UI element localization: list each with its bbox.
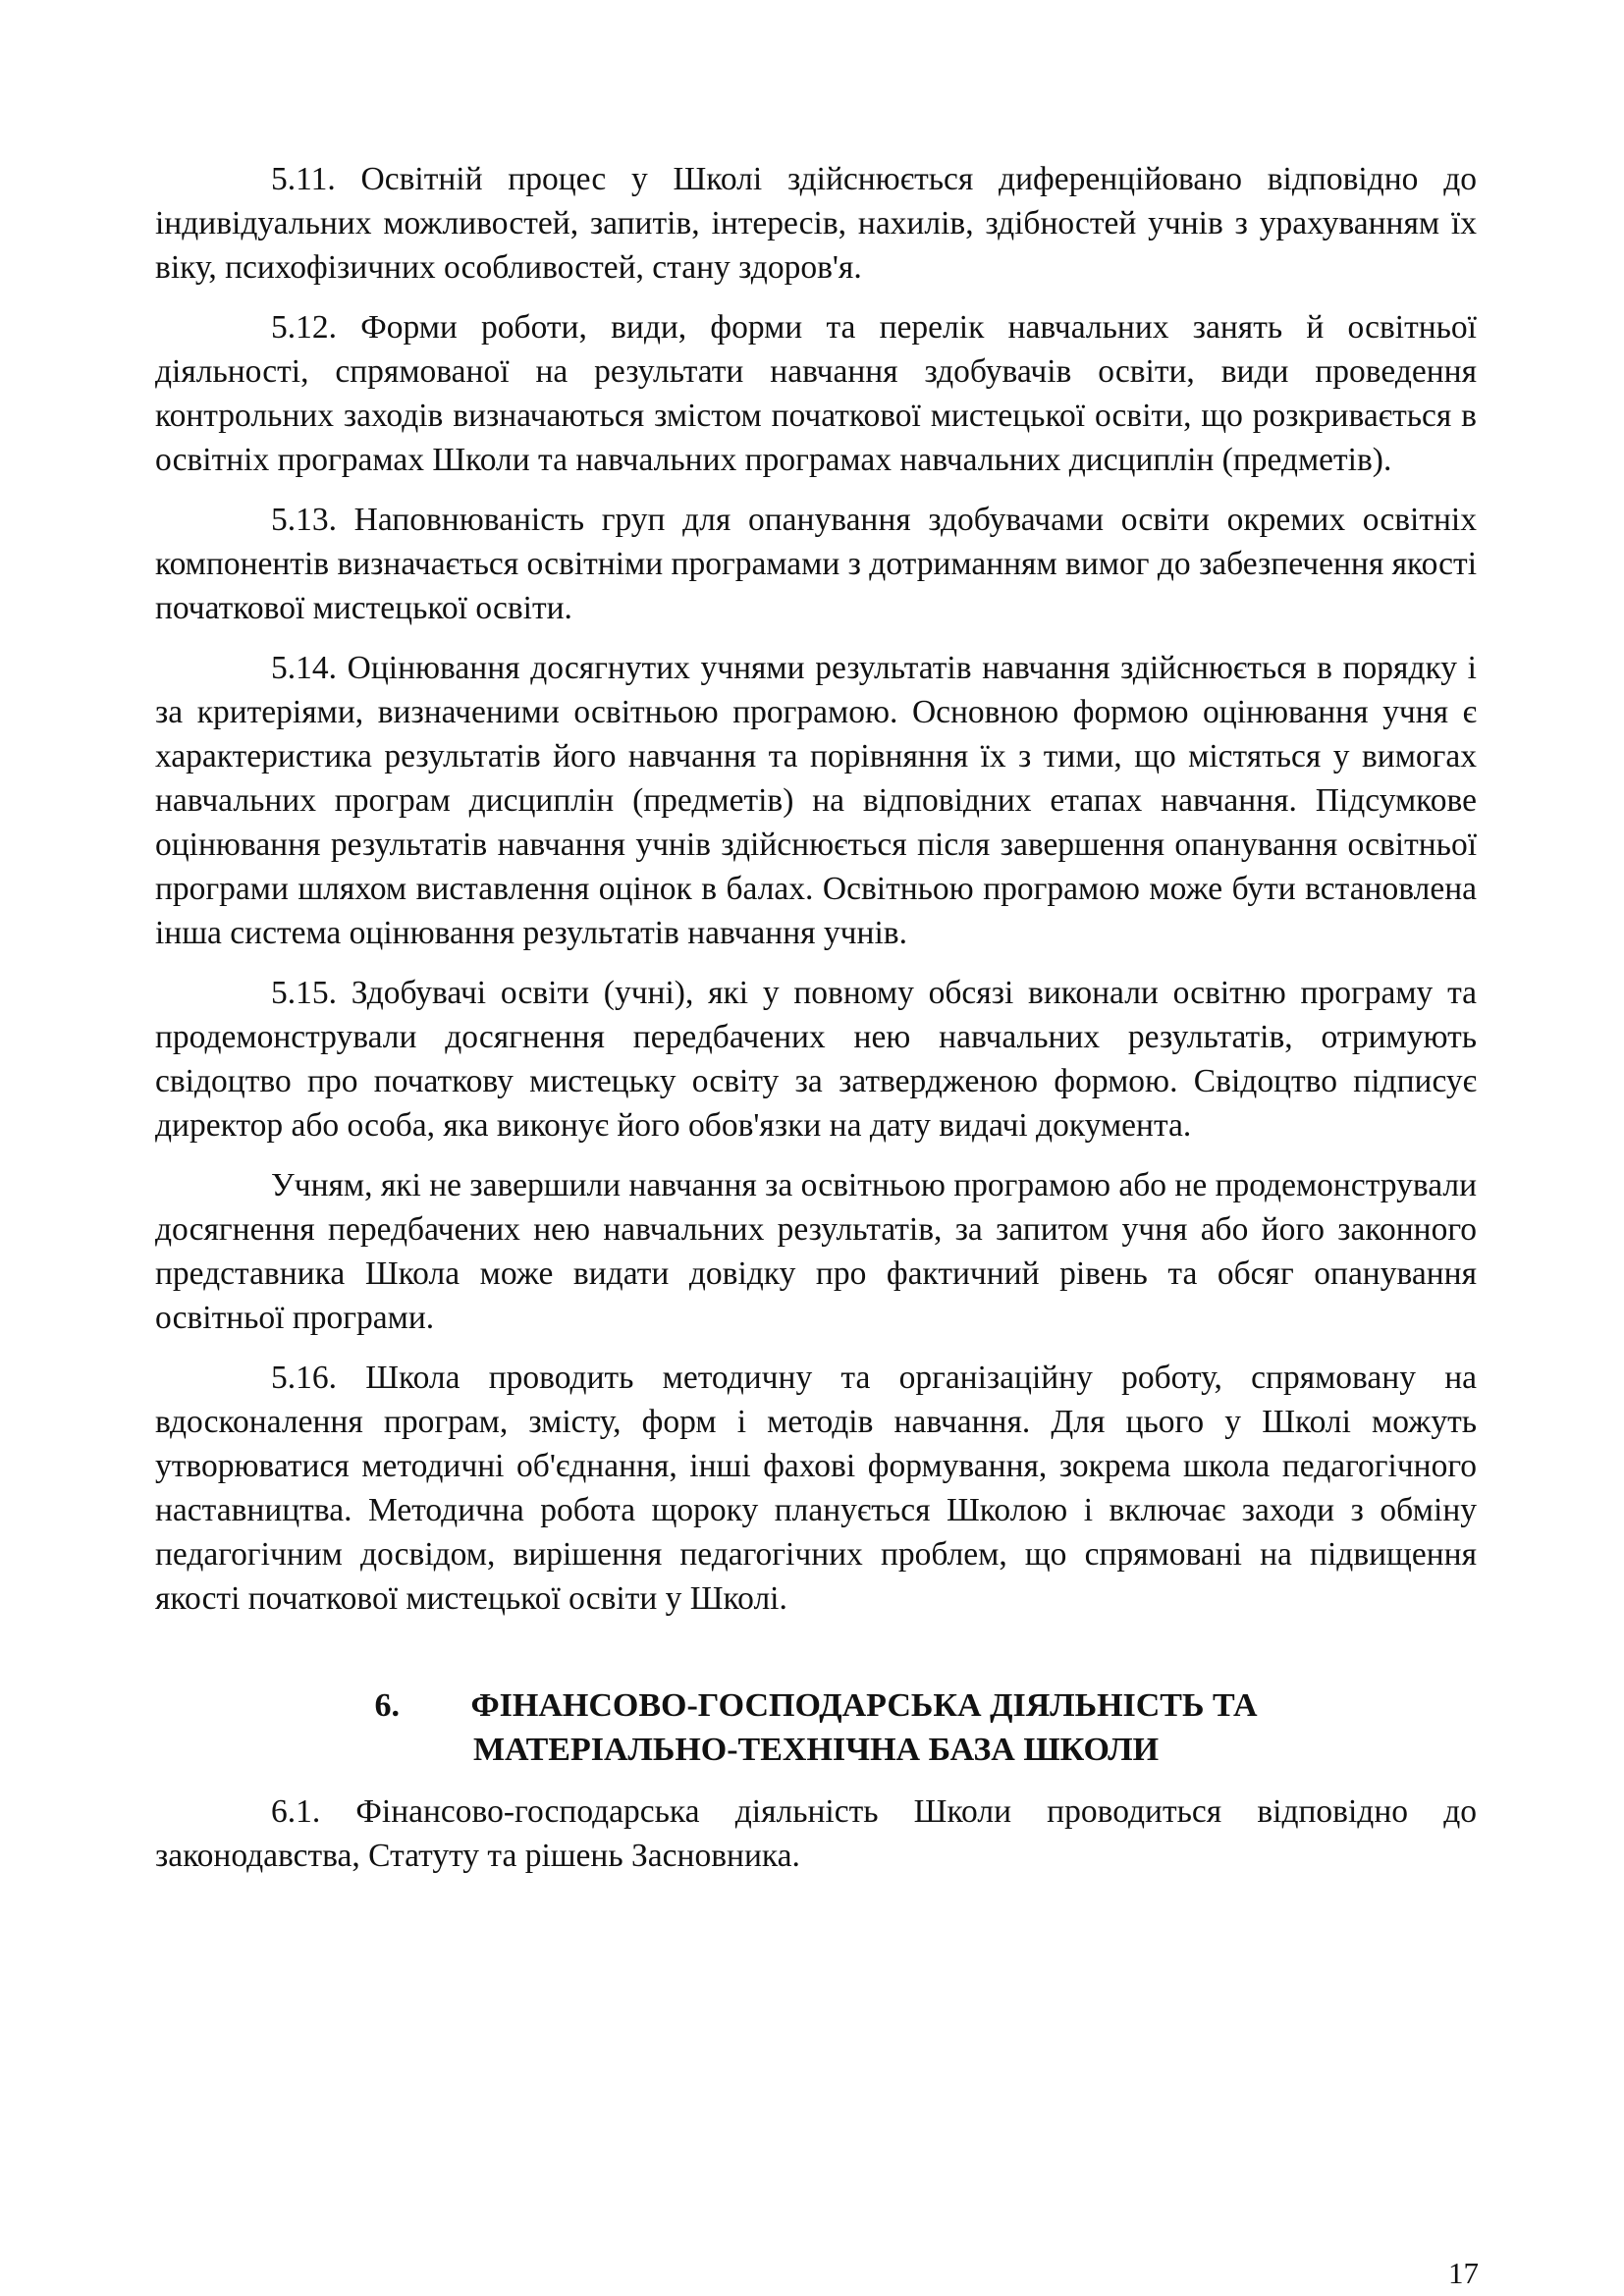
paragraph-5-11: 5.11. Освітній процес у Школі здійснюється диференційовано відповідно до індивідуальних можливостей, запитів, інтересів, нахилів, здібностей учнів з урахуванням їх віку, психофізичних особливостей, стану здоров'я. (155, 161, 1477, 286)
paragraph-5-15: 5.15. Здобувачі освіти (учні), які у повному обсязі виконали освітню програму та продемонстрували досягнення передбачених нею навчальних результатів, отримують свідоцтво про початкову мистецьку освіту за затвердженою формою. Свідоцтво підписує директор або особа, яка виконує його обов'язки на дату видачі документа. (155, 975, 1477, 1144)
section-number: 6. (374, 1687, 400, 1724)
paragraph-5-13: 5.13. Наповнюваність груп для опанування здобувачами освіти окремих освітніх компонентів визначається освітніми програмами з дотриманням вимог до забезпечення якості початкової мистецької освіти. (155, 502, 1477, 626)
section-title-line-1: ФІНАНСОВО-ГОСПОДАРСЬКА ДІЯЛЬНІСТЬ ТА (470, 1687, 1258, 1724)
paragraph-5-12: 5.12. Форми роботи, види, форми та перелік навчальних занять й освітньої діяльності, спрямованої на результати навчання здобувачів освіти, види проведення контрольних заходів визначаються змістом початкової мистецької освіти, що розкривається в освітніх програмах Школи та навчальних програмах навчальних дисциплін (предметів). (155, 309, 1477, 478)
page-number: 17 (1448, 2256, 1479, 2290)
paragraph-5-16: 5.16. Школа проводить методичну та організаційну роботу, спрямовану на вдосконалення програм, змісту, форм і методів навчання. Для цього у Школі можуть утворюватися методичні об'єднання, інші фахові формування, зокрема школа педагогічного наставництва. Методична робота щороку планується Школою і включає заходи з обміну педагогічним досвідом, вирішення педагогічних проблем, що спрямовані на підвищення якості початкової мистецької освіти у Школі. (155, 1360, 1477, 1617)
paragraph-6-1: 6.1. Фінансово-господарська діяльність Школи проводиться відповідно до законодавства, Статуту та рішень Засновника. (155, 1793, 1477, 1874)
paragraph-students-certificate: Учням, які не завершили навчання за освітньою програмою або не продемонстрували досягнення передбачених нею навчальних результатів, за запитом учня або його законного представника Школа може видати довідку про фактичний рівень та обсяг опанування освітньої програми. (155, 1167, 1477, 1336)
section-heading (155, 1683, 1477, 1772)
section-heading-line-1 (155, 1683, 1477, 1728)
paragraph-5-14: 5.14. Оцінювання досягнутих учнями результатів навчання здійснюється в порядку і за критеріями, визначеними освітньою програмою. Основною формою оцінювання учня є характеристика результатів його навчання та порівняння їх з тими, що містяться у вимогах навчальних програм дисциплін (предметів) на відповідних етапах навчання. Підсумкове оцінювання результатів навчання учнів здійснюється після завершення опанування освітньої програми шляхом виставлення оцінок в балах. Освітньою програмою може бути встановлена інша система оцінювання результатів навчання учнів. (155, 650, 1477, 951)
page-body (155, 157, 1477, 1894)
section-title-line-2: МАТЕРІАЛЬНО-ТЕХНІЧНА БАЗА ШКОЛИ (472, 1732, 1160, 1768)
